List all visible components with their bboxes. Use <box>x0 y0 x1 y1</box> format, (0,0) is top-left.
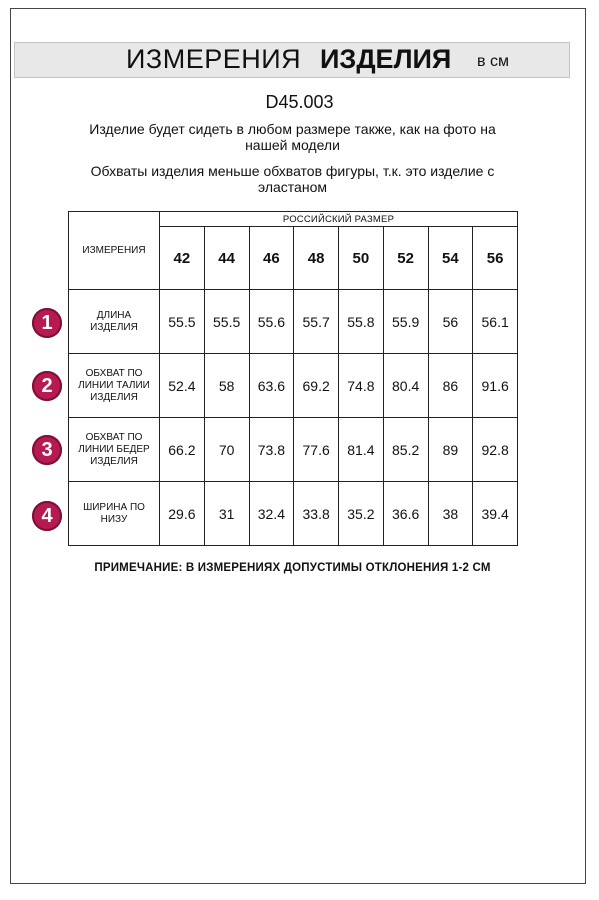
table-cell: 36.6 <box>383 482 428 546</box>
measure-name-line: ИЗДЕЛИЯ <box>90 391 138 403</box>
row-number-badge: 4 <box>32 501 62 531</box>
size-header: 46 <box>249 227 294 290</box>
table-cell: 91.6 <box>473 354 518 418</box>
table-cell: 56 <box>428 290 473 354</box>
table-row <box>69 354 518 418</box>
table-cell: 33.8 <box>294 482 339 546</box>
size-header: 56 <box>473 227 518 290</box>
table-cell: 58 <box>204 354 249 418</box>
table-cell: 35.2 <box>339 482 384 546</box>
measure-name-line: ДЛИНА <box>96 309 132 321</box>
table-cell: 89 <box>428 418 473 482</box>
table-cell: 38 <box>428 482 473 546</box>
measure-name <box>69 290 160 354</box>
table-cell: 55.6 <box>249 290 294 354</box>
product-code: D45.003 <box>265 92 334 112</box>
measure-name-line: ИЗДЕЛИЯ <box>90 455 138 467</box>
table-cell: 86 <box>428 354 473 418</box>
row-number-badge: 1 <box>32 308 62 338</box>
table-cell: 81.4 <box>339 418 384 482</box>
table-cell: 66.2 <box>160 418 205 482</box>
measure-name-line: ЛИНИИ БЕДЕР <box>78 443 150 455</box>
note-line: Обхваты изделия меньше обхватов фигуры, т.к. это изделие с <box>90 163 495 179</box>
table-cell: 55.7 <box>294 290 339 354</box>
table-cell: 92.8 <box>473 418 518 482</box>
measure-name-line: ИЗДЕЛИЯ <box>90 321 138 333</box>
table-cell: 80.4 <box>383 354 428 418</box>
table-cell: 74.8 <box>339 354 384 418</box>
table-cell: 69.2 <box>294 354 339 418</box>
table-cell: 77.6 <box>294 418 339 482</box>
table-cell: 31 <box>204 482 249 546</box>
table-cell: 32.4 <box>249 482 294 546</box>
table-cell: 55.8 <box>339 290 384 354</box>
size-table <box>68 211 518 546</box>
measure-name-line: НИЗУ <box>100 513 128 525</box>
size-group-header: РОССИЙСКИЙ РАЗМЕР <box>160 212 518 227</box>
size-header: 48 <box>294 227 339 290</box>
measure-name <box>69 418 160 482</box>
measure-name-line: ОБХВАТ ПО <box>85 431 143 443</box>
measure-name <box>69 482 160 546</box>
size-header: 44 <box>204 227 249 290</box>
size-header: 54 <box>428 227 473 290</box>
measure-name-line: ОБХВАТ ПО <box>85 367 143 379</box>
row-number-badge: 2 <box>32 371 62 401</box>
table-cell: 85.2 <box>383 418 428 482</box>
title-measurements: ИЗМЕРЕНИЯ <box>126 44 302 74</box>
table-cell: 56.1 <box>473 290 518 354</box>
title-product: ИЗДЕЛИЯ <box>320 44 452 74</box>
table-row <box>69 418 518 482</box>
tolerance-note: ПРИМЕЧАНИЕ: В ИЗМЕРЕНИЯХ ДОПУСТИМЫ ОТКЛОНЕНИЯ 1-2 СМ <box>94 562 491 574</box>
table-cell: 70 <box>204 418 249 482</box>
measure-name <box>69 354 160 418</box>
size-header: 50 <box>339 227 384 290</box>
table-row <box>69 290 518 354</box>
measure-name-line: ШИРИНА ПО <box>83 501 145 513</box>
table-cell: 55.5 <box>160 290 205 354</box>
note-line: эластаном <box>258 179 327 195</box>
table-cell: 39.4 <box>473 482 518 546</box>
row-number-badge: 3 <box>32 435 62 465</box>
size-header: 52 <box>383 227 428 290</box>
table-cell: 73.8 <box>249 418 294 482</box>
measure-header: ИЗМЕРЕНИЯ <box>69 212 160 290</box>
table-cell: 63.6 <box>249 354 294 418</box>
note-line: Изделие будет сидеть в любом размере также, как на фото на <box>89 121 496 137</box>
measure-name-line: ЛИНИИ ТАЛИИ <box>78 379 150 391</box>
note-line: нашей модели <box>245 137 340 153</box>
table-cell: 55.9 <box>383 290 428 354</box>
table-cell: 55.5 <box>204 290 249 354</box>
title-unit: в см <box>477 53 509 70</box>
table-cell: 29.6 <box>160 482 205 546</box>
table-row <box>69 482 518 546</box>
table-cell: 52.4 <box>160 354 205 418</box>
size-header: 42 <box>160 227 205 290</box>
